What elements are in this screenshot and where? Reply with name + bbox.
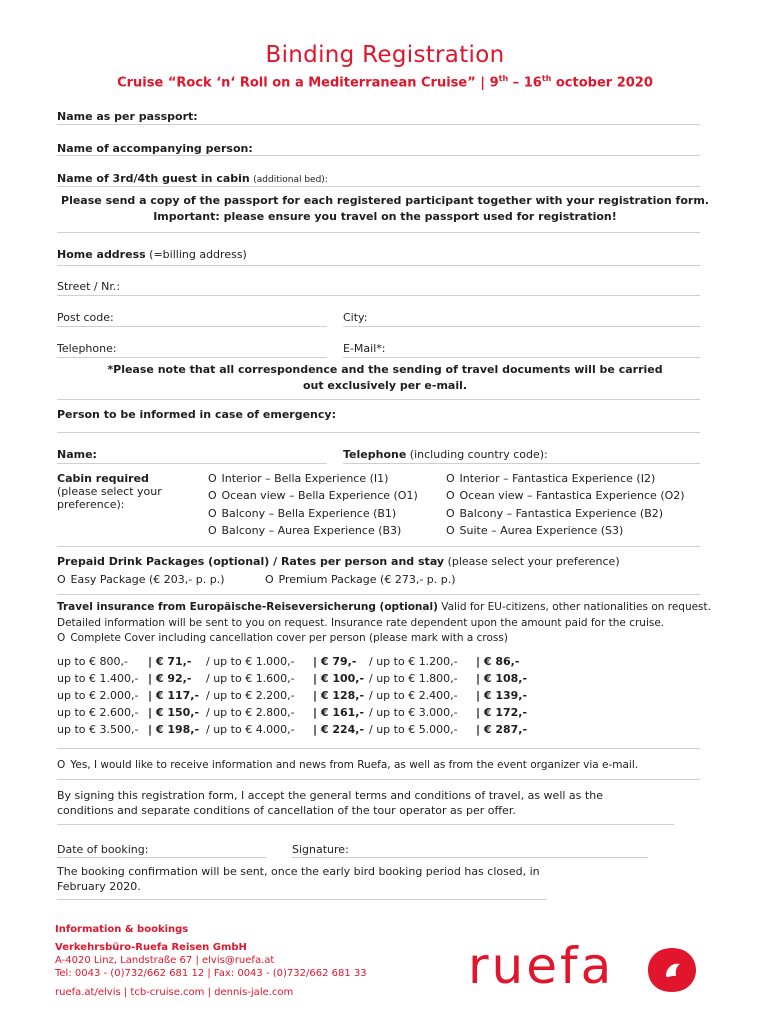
cabin-option-o2[interactable]: O Ocean view – Fantastica Experience (O2) xyxy=(446,489,685,502)
divider xyxy=(57,824,674,825)
telephone-field[interactable] xyxy=(57,357,327,358)
accompanying-label: Name of accompanying person: xyxy=(57,142,253,155)
cabin-option-b2[interactable]: O Balcony – Fantastica Experience (B2) xyxy=(446,507,664,520)
street-field[interactable] xyxy=(57,295,700,296)
divider xyxy=(57,779,700,780)
price-cell: up to € 800,- xyxy=(57,655,128,668)
footer-info-heading: Information & bookings xyxy=(55,924,189,935)
page-title: Binding Registration xyxy=(265,42,505,68)
price-cell: | € 71,- xyxy=(148,655,192,668)
home-address-heading: Home address (=billing address) xyxy=(57,248,247,261)
insurance-heading: Travel insurance from Europäische-Reiseversicherung (optional) Valid for EU-citizens, other nationalities on request. xyxy=(57,601,711,613)
divider xyxy=(57,546,700,547)
newsletter-option[interactable]: O Yes, I would like to receive information and news from Ruefa, as well as from the event organizer via e-mail. xyxy=(57,759,639,771)
signature-label: Signature: xyxy=(292,843,349,856)
price-cell: / up to € 1.000,- xyxy=(206,655,295,668)
page-subtitle: Cruise “Rock ‘n‘ Roll on a Mediterranean Cruise” | 9th – 16th october 2020 xyxy=(117,74,653,91)
footer-address: A-4020 Linz, Landstraße 67 | elvis@ruefa.at xyxy=(55,955,275,966)
cabin-option-i1[interactable]: O Interior – Bella Experience (I1) xyxy=(208,472,389,485)
price-cell: | € 79,- xyxy=(313,655,357,668)
cabin-option-s3[interactable]: O Suite – Aurea Experience (S3) xyxy=(446,524,624,537)
price-cell: | € 150,- xyxy=(148,706,200,719)
date-field[interactable] xyxy=(57,857,267,858)
price-cell: | € 128,- xyxy=(313,689,365,702)
name-passport-field[interactable] xyxy=(57,124,700,125)
price-cell: | € 100,- xyxy=(313,672,365,685)
emergency-name-field[interactable] xyxy=(57,463,327,464)
price-cell: / up to € 2.800,- xyxy=(206,706,295,719)
divider xyxy=(57,594,700,595)
confirmation-line2: February 2020. xyxy=(57,880,141,893)
divider xyxy=(57,265,700,266)
postcode-field[interactable] xyxy=(57,326,327,327)
divider xyxy=(57,399,700,400)
price-cell: / up to € 4.000,- xyxy=(206,723,295,736)
cabin-option-o1[interactable]: O Ocean view – Bella Experience (O1) xyxy=(208,489,418,502)
emergency-heading: Person to be informed in case of emergency: xyxy=(57,408,336,421)
emergency-telephone-label: Telephone (including country code): xyxy=(343,448,548,461)
third-guest-label: Name of 3rd/4th guest in cabin (additional bed): xyxy=(57,172,328,185)
divider xyxy=(57,899,547,900)
price-cell: up to € 2.600,- xyxy=(57,706,139,719)
emergency-name-label: Name: xyxy=(57,448,97,461)
city-label: City: xyxy=(343,311,368,324)
price-cell: | € 198,- xyxy=(148,723,200,736)
price-cell: up to € 2.000,- xyxy=(57,689,139,702)
insurance-cover-option[interactable]: O Complete Cover including cancellation cover per person (please mark with a cross) xyxy=(57,632,508,644)
insurance-details: Detailed information will be sent to you on request. Insurance rate dependent upon the amount paid for the cruise. xyxy=(57,617,665,629)
price-cell: / up to € 5.000,- xyxy=(369,723,458,736)
price-cell: | € 86,- xyxy=(476,655,520,668)
cabin-option-b1[interactable]: O Balcony – Bella Experience (B1) xyxy=(208,507,397,520)
passport-notice-line2: Important: please ensure you travel on the passport used for registration! xyxy=(153,210,617,223)
price-cell: up to € 3.500,- xyxy=(57,723,139,736)
divider xyxy=(57,432,700,433)
price-cell: / up to € 3.000,- xyxy=(369,706,458,719)
price-cell: | € 139,- xyxy=(476,689,528,702)
email-note-line2: out exclusively per e-mail. xyxy=(302,379,468,392)
email-note-line1: *Please note that all correspondence and the sending of travel documents will be carried xyxy=(107,363,663,376)
telephone-label: Telephone: xyxy=(57,342,117,355)
postcode-label: Post code: xyxy=(57,311,114,324)
accompanying-field[interactable] xyxy=(57,155,700,156)
price-cell: | € 161,- xyxy=(313,706,365,719)
name-passport-label: Name as per passport: xyxy=(57,110,198,123)
footer-links[interactable]: ruefa.at/elvis | tcb-cruise.com | dennis-jale.com xyxy=(55,987,294,998)
divider xyxy=(57,748,700,749)
ruefa-logo xyxy=(468,937,718,998)
city-field[interactable] xyxy=(343,326,700,327)
price-cell: / up to € 2.200,- xyxy=(206,689,295,702)
signature-field[interactable] xyxy=(292,857,648,858)
terms-line2: conditions and separate conditions of cancellation of the tour operator as per offer. xyxy=(57,804,516,817)
logo-swirl-icon xyxy=(646,946,698,994)
drink-premium-option[interactable]: O Premium Package (€ 273,- p. p.) xyxy=(265,573,456,586)
emergency-telephone-field[interactable] xyxy=(343,463,700,464)
email-label: E-Mail*: xyxy=(343,342,386,355)
third-guest-field[interactable] xyxy=(57,186,700,187)
footer-phone: Tel: 0043 - (0)732/662 681 12 | Fax: 0043 - (0)732/662 681 33 xyxy=(55,968,367,979)
cabin-label: Cabin required (please select your preference): xyxy=(57,472,162,511)
confirmation-line1: The booking confirmation will be sent, once the early bird booking period has closed, in xyxy=(57,865,540,878)
price-cell: / up to € 1.200,- xyxy=(369,655,458,668)
drinks-heading: Prepaid Drink Packages (optional) / Rates per person and stay (please select your preference) xyxy=(57,555,620,568)
divider xyxy=(57,232,700,233)
street-label: Street / Nr.: xyxy=(57,280,121,293)
passport-notice-line1: Please send a copy of the passport for each registered participant together with your registration form. xyxy=(61,194,709,207)
drink-easy-option[interactable]: O Easy Package (€ 203,- p. p.) xyxy=(57,573,225,586)
date-label: Date of booking: xyxy=(57,843,149,856)
price-cell: | € 172,- xyxy=(476,706,528,719)
cabin-option-i2[interactable]: O Interior – Fantastica Experience (I2) xyxy=(446,472,656,485)
price-cell: | € 117,- xyxy=(148,689,200,702)
price-cell: / up to € 2.400,- xyxy=(369,689,458,702)
logo-wordmark: ruefa xyxy=(468,937,615,995)
price-cell: | € 224,- xyxy=(313,723,365,736)
price-cell: | € 108,- xyxy=(476,672,528,685)
price-cell: | € 287,- xyxy=(476,723,528,736)
footer-company: Verkehrsbüro-Ruefa Reisen GmbH xyxy=(55,942,247,953)
price-cell: up to € 1.400,- xyxy=(57,672,139,685)
price-cell: | € 92,- xyxy=(148,672,192,685)
terms-line1: By signing this registration form, I accept the general terms and conditions of travel, as well as the xyxy=(57,789,603,802)
price-cell: / up to € 1.600,- xyxy=(206,672,295,685)
price-cell: / up to € 1.800,- xyxy=(369,672,458,685)
email-field[interactable] xyxy=(343,357,700,358)
cabin-option-b3[interactable]: O Balcony – Aurea Experience (B3) xyxy=(208,524,402,537)
